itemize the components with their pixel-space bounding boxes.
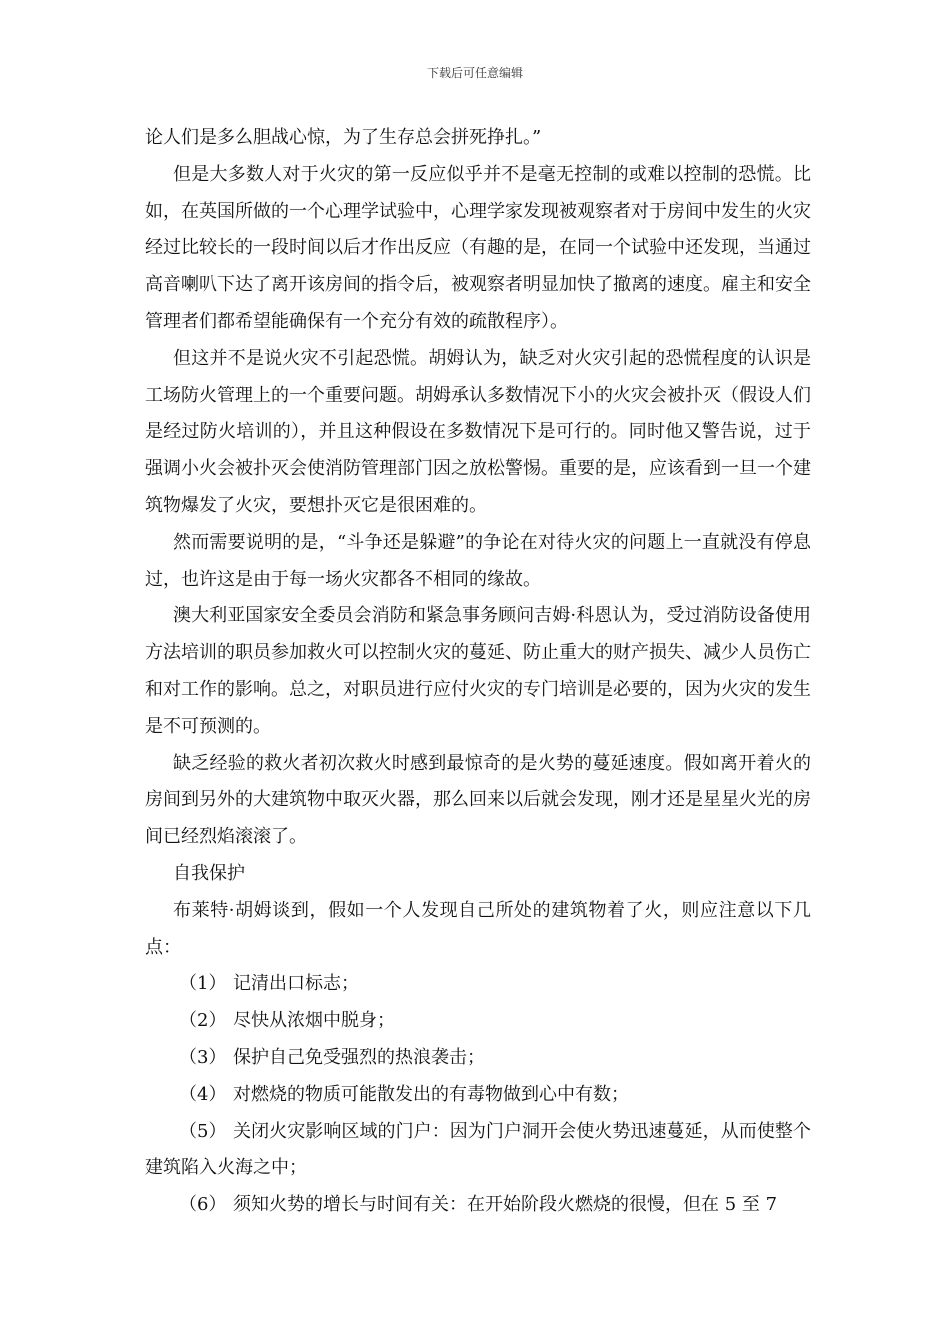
list-item-text: 对燃烧的物质可能散发出的有毒物做到心中有数；: [233, 1083, 629, 1105]
paragraph: 布莱特·胡姆谈到，假如一个人发现自己所处的建筑物着了火，则应注意以下几点：: [145, 899, 811, 958]
list-item: [145, 1040, 811, 1077]
list-item: [145, 1003, 811, 1040]
paragraph: 但是大多数人对于火灾的第一反应似乎并不是毫无控制的或难以控制的恐慌。比如，在英国所做的一个心理学试验中，心理学家发现被观察者对于房间中发生的火灾经过比较长的一段时间以后才作出反应（有趣的是，在同一个试验中还发现，当通过高音喇叭下达了离开该房间的指令后，被观察者明显加快了撤离的速度。雇主和安全管理者们都希望能确保有一个充分有效的疏散程序）。: [145, 163, 811, 332]
list-item-text: 关闭火灾影响区域的门户：因为门户洞开会使火势迅速蔓延，从而使整个建筑陷入火海之中；: [145, 1120, 811, 1179]
paragraph: 澳大利亚国家安全委员会消防和紧急事务顾问吉姆·科恩认为，受过消防设备使用方法培训的职员参加救火可以控制火灾的蔓延、防止重大的财产损失、减少人员伤亡和对工作的影响。总之，对职员进行应付火灾的专门培训是必要的，因为火灾的发生是不可预测的。: [145, 605, 811, 737]
list-item-text: 保护自己免受强烈的热浪袭击；: [233, 1046, 485, 1068]
paragraph: 然而需要说明的是，“斗争还是躲避”的争论在对待火灾的问题上一直就没有停息过，也许这是由于每一场火灾都各不相同的缘故。: [145, 531, 811, 590]
list-item-number: （1）: [179, 973, 227, 995]
list-item-number: （3）: [179, 1046, 227, 1068]
list-item: [145, 1187, 811, 1224]
document-body: [145, 120, 811, 1224]
list-item-text: 须知火势的增长与时间有关：在开始阶段火燃烧的很慢，但在 5 至 7: [233, 1194, 778, 1216]
paragraph: 缺乏经验的救火者初次救火时感到最惊奇的是火势的蔓延速度。假如离开着火的房间到另外的大建筑物中取灭火器，那么回来以后就会发现，刚才还是星星火光的房间已经烈焰滚滚了。: [145, 752, 811, 848]
paragraph: 论人们是多么胆战心惊，为了生存总会拼死挣扎。”: [145, 127, 542, 148]
list-item-text: 尽快从浓烟中脱身；: [233, 1010, 395, 1032]
list-item: [145, 966, 811, 1003]
list-item-text: 记清出口标志；: [233, 973, 359, 995]
list-item-number: （2）: [179, 1010, 227, 1032]
list-item: [145, 1077, 811, 1114]
list-item: [145, 1114, 811, 1188]
page-header: 下载后可任意编辑: [426, 66, 523, 80]
paragraph: 但这并不是说火灾不引起恐慌。胡姆认为，缺乏对火灾引起的恐慌程度的认识是工场防火管理上的一个重要问题。胡姆承认多数情况下小的火灾会被扑灭（假设人们是经过防火培训的），并且这种假设在多数情况下是可行的。同时他又警告说，过于强调小火会被扑灭会使消防管理部门因之放松警惕。重要的是，应该看到一旦一个建筑物爆发了火灾，要想扑灭它是很困难的。: [145, 347, 811, 516]
list-item-number: （6）: [179, 1194, 227, 1216]
list-item-number: （4）: [179, 1083, 227, 1105]
section-heading: 自我保护: [173, 862, 245, 884]
list-item-number: （5）: [179, 1120, 227, 1142]
